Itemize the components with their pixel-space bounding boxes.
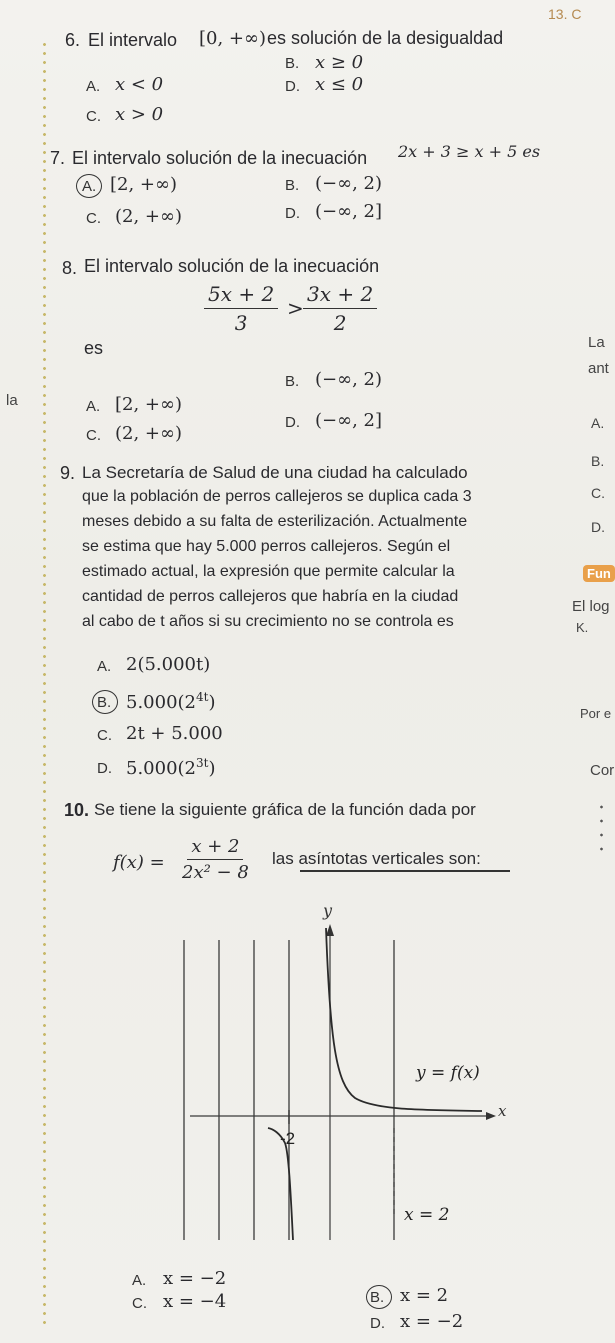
- right-margin-k: K.: [576, 620, 589, 635]
- q8-option-b-letter: B.: [285, 373, 300, 390]
- q9-option-d-base: 5.000(2: [126, 758, 197, 779]
- q6-option-a: x < 0: [115, 74, 164, 95]
- q6-option-a-letter: A.: [86, 78, 101, 95]
- q6-number: 6.: [65, 30, 81, 50]
- q8-option-a-letter: A.: [86, 398, 101, 415]
- q8-option-d: (−∞, 2]: [315, 410, 383, 431]
- q9-line-3: meses debido a su falta de esterilización. Actualmente: [82, 513, 468, 530]
- q9-option-d-exponent: 3t: [196, 756, 209, 770]
- q8-option-b: (−∞, 2): [315, 369, 383, 390]
- y-axis-label: y: [323, 901, 333, 920]
- q9-option-b-close: ): [208, 692, 216, 713]
- q10-option-c-letter: C.: [132, 1295, 147, 1312]
- right-margin-option-a: A.: [591, 415, 605, 431]
- q6-option-c: x > 0: [115, 104, 164, 125]
- asymptote-label: x = 2: [404, 1205, 450, 1225]
- q8-rhs-fraction: [303, 282, 377, 335]
- q7-option-c: (2, +∞): [115, 206, 183, 227]
- q7-option-b-letter: B.: [285, 177, 300, 194]
- curve-label: y = f(x): [416, 1063, 480, 1083]
- q9-line-2: que la población de perros callejeros se duplica cada 3: [82, 488, 472, 505]
- q6-option-d: x ≤ 0: [315, 74, 364, 95]
- q9-option-c: 2t + 5.000: [126, 723, 223, 744]
- q10-tail: las asíntotas verticales son:: [272, 849, 481, 868]
- curve-right-branch: [326, 928, 482, 1111]
- q9-line-7: al cabo de t años si su crecimiento no se controla es: [82, 613, 454, 630]
- q10-number: 10.: [64, 800, 90, 820]
- right-margin-por: Por e: [580, 706, 612, 721]
- q6-text: El intervalo: [88, 30, 178, 50]
- q10-underline: [300, 870, 510, 872]
- q10-option-d: x = −2: [400, 1311, 464, 1332]
- q7-option-a-letter: A.: [82, 178, 97, 195]
- q8-number: 8.: [62, 258, 78, 278]
- q9-option-b-base: 5.000(2: [126, 692, 197, 713]
- q9-option-b-exponent: 4t: [196, 690, 209, 704]
- q10-option-a-letter: A.: [132, 1272, 147, 1289]
- q9-option-b-letter: B.: [97, 694, 112, 711]
- function-graph: [150, 900, 520, 1260]
- q10-function-fraction: [182, 836, 249, 883]
- q8-rhs-denominator: 2: [333, 311, 347, 335]
- q10-option-a: x = −2: [163, 1268, 227, 1289]
- q7-option-b: (−∞, 2): [315, 173, 383, 194]
- right-margin-option-d: D.: [591, 519, 605, 535]
- q8-rhs-numerator: 3x + 2: [303, 282, 377, 309]
- q7-option-d-letter: D.: [285, 205, 300, 222]
- q8-tail: es: [84, 338, 104, 358]
- q8-option-a: [2, +∞): [115, 394, 183, 415]
- q10-option-d-letter: D.: [370, 1315, 385, 1332]
- q8-lhs-denominator: 3: [234, 311, 248, 335]
- y-axis-arrow: [326, 924, 334, 936]
- q7-expression: 2x + 3 ≥ x + 5 es: [398, 142, 541, 161]
- q9-option-b: [126, 690, 216, 713]
- right-margin-option-b: B.: [591, 453, 605, 469]
- q8-lhs-fraction: [204, 282, 278, 335]
- right-margin-ant: ant: [588, 360, 609, 377]
- q7-text: El intervalo solución de la inecuación: [72, 148, 368, 168]
- q6-text-2: es solución de la desigualdad: [267, 28, 504, 48]
- graph-gridlines: [184, 940, 394, 1240]
- q8-option-c-letter: C.: [86, 427, 101, 444]
- right-margin-ellog: El log: [572, 598, 610, 615]
- q9-option-c-letter: C.: [97, 727, 112, 744]
- q8-option-c: (2, +∞): [115, 423, 183, 444]
- q9-option-a: 2(5.000t): [126, 654, 211, 675]
- right-margin-option-c: C.: [591, 485, 605, 501]
- q9-option-d-letter: D.: [97, 760, 112, 777]
- q9-option-a-letter: A.: [97, 658, 112, 675]
- right-margin-cor: Cor: [590, 762, 615, 779]
- q10-function-lhs: f(x) =: [113, 852, 165, 873]
- q8-option-d-letter: D.: [285, 414, 300, 431]
- q6-interval: [0, +∞): [199, 28, 267, 49]
- q8-text: El intervalo solución de la inecuación: [84, 256, 380, 276]
- dotted-margin-line: [43, 40, 46, 1330]
- q6-option-d-letter: D.: [285, 78, 300, 95]
- x-tick-label: -2: [280, 1129, 296, 1148]
- x-axis-arrow: [486, 1112, 496, 1120]
- q6-option-c-letter: C.: [86, 108, 101, 125]
- q10-option-c: x = −4: [163, 1291, 227, 1312]
- q6-option-b: x ≥ 0: [315, 52, 364, 73]
- q10-function-denominator: 2x² − 8: [182, 862, 249, 883]
- q9-line-1: La Secretaría de Salud de una ciudad ha calculado: [82, 463, 468, 482]
- q7-option-a: [2, +∞): [110, 174, 178, 195]
- q10-function-numerator: x + 2: [187, 836, 243, 860]
- q10-option-b: x = 2: [400, 1285, 449, 1306]
- right-margin-question-13: 13. C: [548, 6, 582, 22]
- q9-option-d-close: ): [208, 758, 216, 779]
- q9-line-4: se estima que hay 5.000 perros callejeros. Según el: [82, 538, 451, 555]
- q10-option-b-letter: B.: [370, 1289, 385, 1306]
- q7-number: 7.: [50, 148, 66, 168]
- x-axis-label: x: [498, 1102, 507, 1120]
- q8-operator: >: [287, 296, 304, 320]
- q7-option-d: (−∞, 2]: [315, 201, 383, 222]
- left-margin-text: la: [6, 392, 18, 409]
- q9-line-5: estimado actual, la expresión que permite calcular la: [82, 563, 455, 580]
- q8-lhs-numerator: 5x + 2: [204, 282, 278, 309]
- q7-option-c-letter: C.: [86, 210, 101, 227]
- q6-option-b-letter: B.: [285, 55, 300, 72]
- right-margin-fun-tag: Fun: [583, 565, 615, 582]
- q9-number: 9.: [60, 463, 76, 483]
- dotted-right-marks: [600, 800, 603, 860]
- q10-text: Se tiene la siguiente gráfica de la función dada por: [94, 800, 476, 819]
- q9-option-d: [126, 756, 216, 779]
- right-margin-la: La: [588, 334, 605, 351]
- q9-line-6: cantidad de perros callejeros que habría en la ciudad: [82, 588, 459, 605]
